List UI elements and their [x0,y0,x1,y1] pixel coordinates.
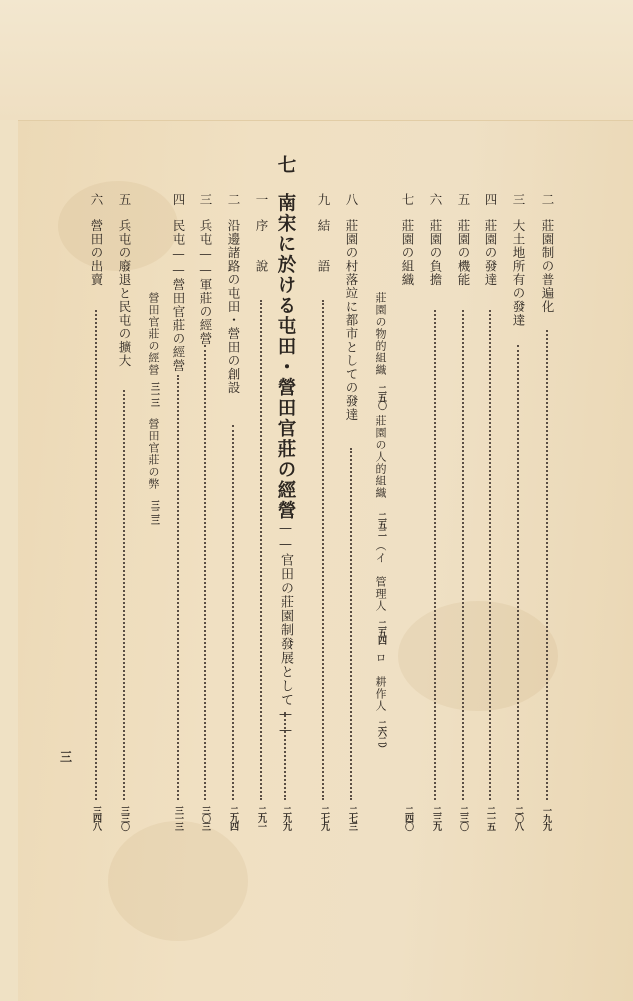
subline-page: 三一三 [149,382,159,406]
entry-title: 莊園の機能 [456,219,471,287]
entry-title: 兵屯の廢退と民屯の擴大 [117,219,132,368]
dot-leader [350,448,352,800]
subline-item [373,415,387,499]
entry-number: 七 [400,193,415,206]
entry-number: 三 [198,193,213,206]
entry-number: 三 [511,193,526,206]
entry-title: 莊園制の普遍化 [540,219,555,314]
toc-entry-text [428,193,442,287]
entry-number: 四 [483,193,498,206]
subline-page: 二六二） [376,720,386,752]
paper-stain [398,601,558,711]
subline-title: 營田官莊の弊 [147,418,160,490]
subline-title: 莊園の人的組織 [374,415,387,499]
page-marker: 三 [60,750,71,764]
chapter-number: 七 [275,155,296,176]
subline-item [373,652,387,712]
dot-leader [177,375,179,800]
toc-entry-text [171,193,185,373]
toc-entry-text [483,193,497,287]
chapter-title: 南宋に於ける屯田・營田官莊の經營 [275,193,296,521]
entry-title: 大土地所有の發達 [511,219,526,327]
toc-entry-text [511,193,525,327]
paper-top-strip [0,0,633,120]
dot-leader [489,310,491,800]
entry-number: 九 [316,193,331,206]
entry-number: 五 [456,193,471,206]
chapter-subtitle: ——官田の莊園制發展として—— [278,521,293,739]
entry-number: 二 [540,193,555,206]
entry-title: 兵屯——軍莊の經營 [198,219,213,346]
entry-page: 二〇八 [513,806,523,830]
subline-item [146,292,160,376]
chapter-page: 二九九 [281,806,291,830]
entry-title: 莊園の發達 [483,219,498,287]
dot-leader [434,310,436,800]
dot-leader [123,390,125,800]
entry-number: 二 [226,193,241,206]
dot-leader [260,300,262,800]
subline-page: 二五二 [376,512,386,536]
entry-title: 營田の出賣 [89,219,104,287]
subline-title: （イ 管理人 [374,540,387,612]
subline-page: 三二三 [149,500,159,524]
subline-title: ロ 耕作人 [374,652,387,712]
entry-title: 莊園の組織 [400,219,415,287]
entry-title: 沿邊諸路の屯田・營田の創設 [226,219,241,395]
entry-page: 三四八 [91,806,101,830]
subline-page: 二五四 [376,620,386,644]
toc-entry-text [198,193,212,346]
entry-number: 八 [344,193,359,206]
dot-leader [232,425,234,800]
toc-entry-text [226,193,240,395]
entry-page: 二四〇 [403,806,413,830]
entry-page: 二七三 [347,806,357,830]
subline-page: 二五〇 [376,385,386,409]
entry-page: 三三〇 [119,806,129,830]
entry-number: 六 [428,193,443,206]
entry-title: 序 說 [254,219,269,273]
subline-title: 營田官莊の經營 [147,292,160,376]
entry-page: 二三〇 [458,806,468,830]
toc-entry-text [400,193,414,287]
entry-title: 結 語 [316,219,331,273]
subline-title: 莊園の物的組織 [374,292,387,376]
entry-title: 民屯——營田官莊の經營 [171,219,186,373]
entry-page: 一九九 [541,806,551,830]
entry-page: 二一五 [485,806,495,830]
dot-leader [284,712,286,800]
chapter-title-line [275,193,295,739]
subline-item [373,292,387,376]
toc-entry-text [117,193,131,368]
entry-number: 一 [254,193,269,206]
entry-number: 五 [117,193,132,206]
entry-page: 二七九 [319,806,329,830]
toc-entry-text [316,193,330,273]
dot-leader [546,330,548,800]
subline-item [146,418,160,490]
dot-leader [322,300,324,800]
entry-title: 莊園の負擔 [428,219,443,287]
entry-page: 三〇三 [200,806,210,830]
toc-entry-text [254,193,268,273]
dot-leader [95,310,97,800]
entry-title: 莊園の村落竝に都市としての發達 [344,219,359,422]
subline-item [373,540,387,612]
dot-leader [204,345,206,800]
entry-page: 二九一 [256,806,266,830]
toc-entry-text [540,193,554,314]
toc-entry-text [344,193,358,422]
dot-leader [462,310,464,800]
entry-number: 四 [171,193,186,206]
toc-entry-text [456,193,470,287]
entry-page: 三一三 [173,806,183,830]
paper-stain [108,821,248,941]
dot-leader [517,345,519,800]
entry-page: 二九四 [228,806,238,830]
entry-number: 六 [89,193,104,206]
entry-page: 二三九 [431,806,441,830]
toc-entry-text [89,193,103,287]
